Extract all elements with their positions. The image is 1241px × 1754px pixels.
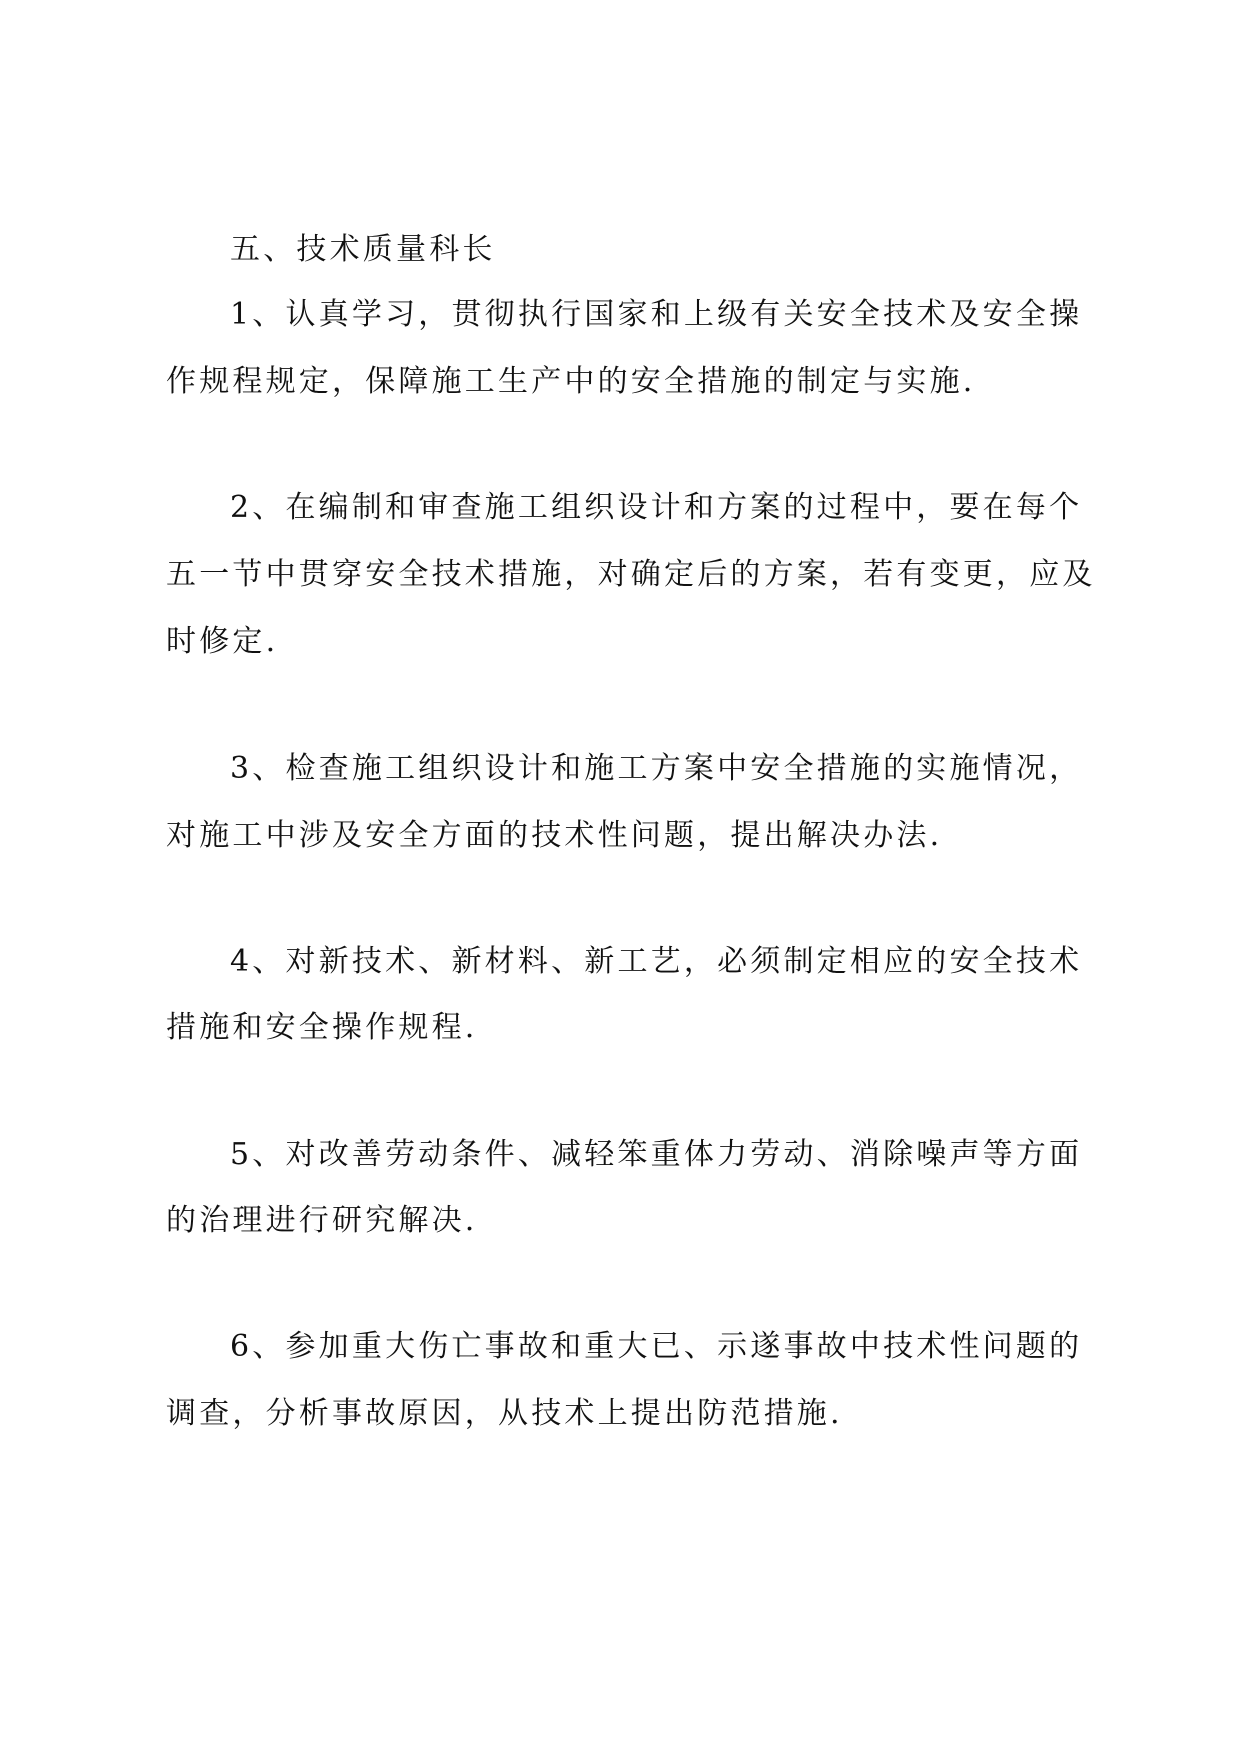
item-6-line-2: 调查，分析事故原因，从技术上提出防范措施. — [166, 1396, 843, 1431]
item-1-line-1: 1、认真学习，贯彻执行国家和上级有关安全技术及安全操 — [230, 297, 1083, 332]
section-heading: 五、技术质量科长 — [230, 232, 496, 267]
item-3-line-1: 3、检查施工组织设计和施工方案中安全措施的实施情况， — [230, 751, 1083, 786]
item-2-line-3: 时修定. — [166, 624, 279, 659]
item-2-line-1: 2、在编制和审查施工组织设计和方案的过程中，要在每个 — [230, 490, 1083, 525]
item-3-line-2: 对施工中涉及安全方面的技术性问题，提出解决办法. — [166, 818, 943, 853]
item-2-line-2: 五一节中贯穿安全技术措施，对确定后的方案，若有变更，应及 — [166, 557, 1096, 592]
item-1-line-2: 作规程规定，保障施工生产中的安全措施的制定与实施. — [166, 364, 976, 399]
item-4-line-1: 4、对新技术、新材料、新工艺，必须制定相应的安全技术 — [230, 944, 1083, 979]
item-5-line-1: 5、对改善劳动条件、减轻笨重体力劳动、消除噪声等方面 — [230, 1137, 1083, 1172]
item-5-line-2: 的治理进行研究解决. — [166, 1203, 478, 1238]
item-6-line-1: 6、参加重大伤亡事故和重大已、示遂事故中技术性问题的 — [230, 1329, 1083, 1364]
item-4-line-2: 措施和安全操作规程. — [166, 1010, 478, 1045]
